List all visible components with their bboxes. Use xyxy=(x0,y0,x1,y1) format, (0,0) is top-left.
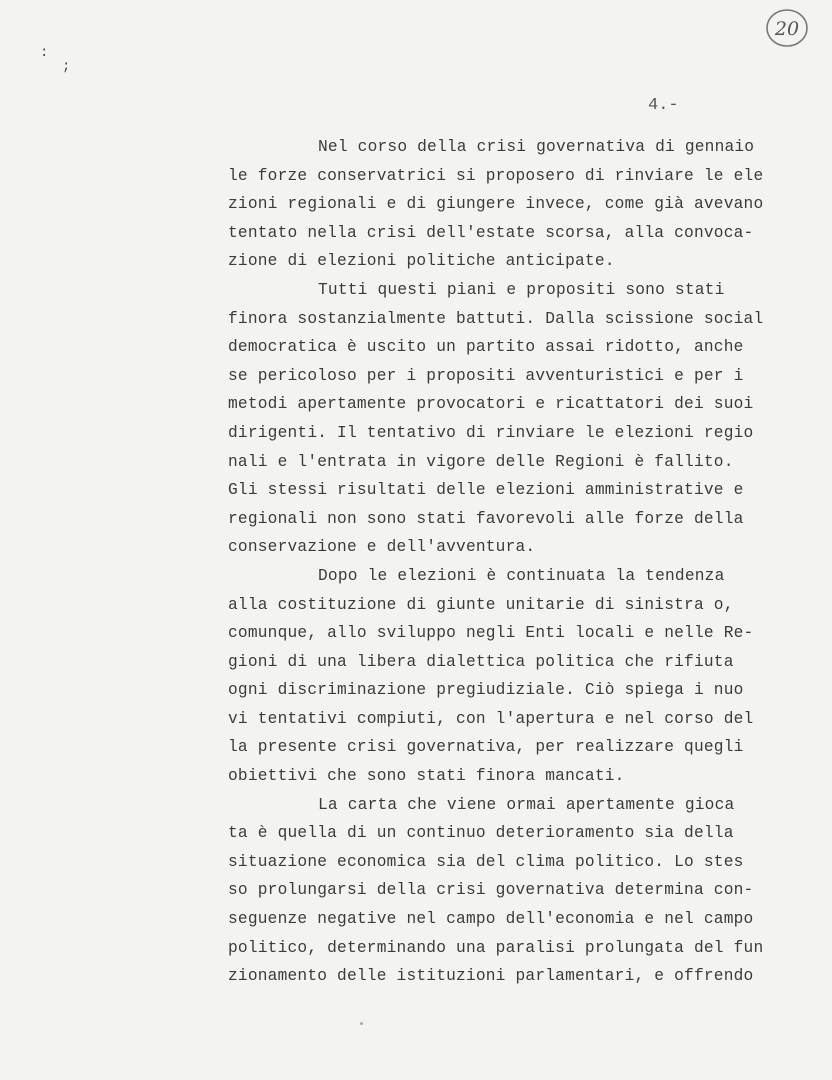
text-line: zionamento delle istituzioni parlamentari, e offrendo xyxy=(228,967,754,986)
text-line: politico, determinando una paralisi prolungata del fun xyxy=(228,938,764,957)
text-line: Tutti questi piani e propositi sono stati xyxy=(318,280,725,299)
text-line: la presente crisi governativa, per realizzare quegli xyxy=(228,738,744,757)
text-line: Gli stessi risultati delle elezioni amministrative e xyxy=(228,481,744,500)
text-line: democratica è uscito un partito assai ridotto, anche xyxy=(228,338,744,357)
text-line: tentato nella crisi dell'estate scorsa, alla convoca- xyxy=(228,223,754,242)
text-line: finora sostanzialmente battuti. Dalla scissione social xyxy=(228,309,764,328)
text-line: zione di elezioni politiche anticipate. xyxy=(228,252,615,271)
text-line: dirigenti. Il tentativo di rinviare le elezioni regio xyxy=(228,423,754,442)
text-line: regionali non sono stati favorevoli alle forze della xyxy=(228,509,744,528)
text-line: se pericoloso per i propositi avventuristici e per i xyxy=(228,366,744,385)
text-line: zioni regionali e di giungere invece, come già avevano xyxy=(228,195,764,214)
margin-mark: ; xyxy=(62,59,71,75)
margin-marks xyxy=(40,46,70,74)
text-line: obiettivi che sono stati finora mancati. xyxy=(228,767,625,786)
text-line: nali e l'entrata in vigore delle Regioni è fallito. xyxy=(228,452,734,471)
text-line: Nel corso della crisi governativa di gennaio xyxy=(318,138,755,156)
text-line: ta è quella di un continuo deterioramento sia della xyxy=(228,824,734,843)
text-line: La carta che viene ormai apertamente gioca xyxy=(318,795,735,814)
text-line: vi tentativi compiuti, con l'apertura e nel corso del xyxy=(228,709,754,728)
text-line: le forze conservatrici si proposero di rinviare le ele xyxy=(228,166,764,185)
text-line: metodi apertamente provocatori e ricattatori dei suoi xyxy=(228,395,754,414)
stamp-number: 20 xyxy=(774,18,800,40)
page-number: 4.- xyxy=(648,96,679,115)
text-line: situazione economica sia del clima politico. Lo stes xyxy=(228,852,744,871)
margin-mark: : xyxy=(40,45,49,61)
text-line: so prolungarsi della crisi governativa determina con- xyxy=(228,881,754,900)
body-text xyxy=(228,133,768,991)
speck-mark xyxy=(360,1022,363,1025)
text-line: alla costituzione di giunte unitarie di sinistra o, xyxy=(228,595,734,614)
text-line: seguenze negative nel campo dell'economia e nel campo xyxy=(228,910,754,929)
text-line: gioni di una libera dialettica politica che rifiuta xyxy=(228,652,734,671)
text-line: comunque, allo sviluppo negli Enti locali e nelle Re- xyxy=(228,624,754,643)
archive-stamp xyxy=(764,6,810,50)
text-line: ogni discriminazione pregiudiziale. Ciò spiega i nuo xyxy=(228,681,744,700)
text-line: Dopo le elezioni è continuata la tendenza xyxy=(318,566,725,585)
text-line: conservazione e dell'avventura. xyxy=(228,538,536,557)
